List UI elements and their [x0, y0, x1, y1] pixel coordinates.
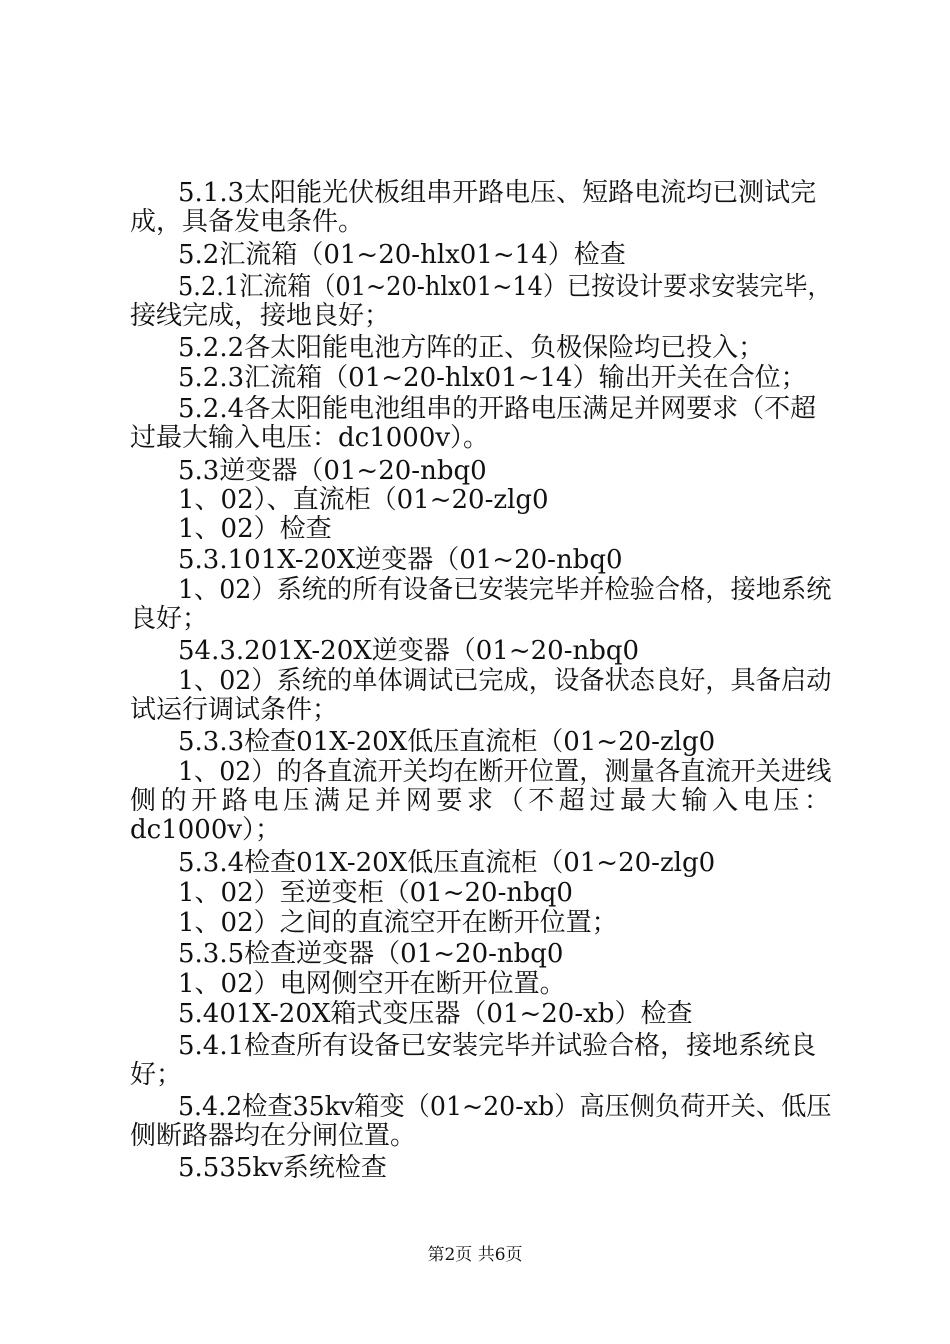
- text-line: 5.4.2检查35kv箱变（01~20-xb）高压侧负荷开关、低压: [178, 1092, 832, 1122]
- text-line: 5.1.3太阳能光伏板组串开路电压、短路电流均已测试完: [178, 178, 817, 208]
- text-line: 5.2.4各太阳能电池组串的开路电压满足并网要求（不超: [178, 394, 817, 424]
- text-line: 5.4.1检查所有设备已安装完毕并试验合格，接地系统良: [178, 1031, 817, 1061]
- text-line: dc1000v）；: [130, 815, 282, 845]
- text-line: 5.3逆变器（01~20-nbq0: [178, 456, 487, 486]
- text-line: 1、02）之间的直流空开在断开位置；: [178, 908, 618, 938]
- text-line: 5.3.101X-20X逆变器（01~20-nbq0: [178, 545, 623, 575]
- text-line: 1、02）系统的所有设备已安装完毕并检验合格，接地系统: [178, 575, 832, 605]
- text-line: 侧的开路电压满足并网要求（不超过最大输入电压：: [130, 786, 830, 816]
- text-line: 1、02）的各直流开关均在断开位置，测量各直流开关进线: [178, 757, 832, 787]
- text-line: 5.2.3汇流箱（01~20-hlx01~14）输出开关在合位；: [178, 363, 807, 393]
- text-line: 5.3.5检查逆变器（01~20-nbq0: [178, 939, 564, 969]
- text-line: 5.3.3检查01X-20X低压直流柜（01~20-zlg0: [178, 727, 716, 757]
- text-line: 5.535kv系统检查: [178, 1153, 387, 1183]
- text-line: 侧断路器均在分闸位置。: [130, 1121, 417, 1151]
- text-line: 良好；: [130, 604, 209, 634]
- text-line: 试运行调试条件；: [130, 695, 339, 725]
- text-line: 成，具备发电条件。: [130, 207, 365, 237]
- text-line: 1、02）检查: [178, 514, 332, 544]
- text-line: 5.3.4检查01X-20X低压直流柜（01~20-zlg0: [178, 848, 716, 878]
- text-line: 1、02）、直流柜（01~20-zlg0: [178, 485, 549, 515]
- page-footer: 第2页 共6页: [427, 1245, 523, 1265]
- text-line: 好；: [130, 1060, 183, 1090]
- text-line: 5.2.1汇流箱（01~20-hlx01~14）已按设计要求安装完毕，: [178, 272, 832, 302]
- text-line: 1、02）至逆变柜（01~20-nbq0: [178, 878, 573, 908]
- text-line: 1、02）系统的单体调试已完成，设备状态良好，具备启动: [178, 666, 832, 696]
- text-line: 5.401X-20X箱式变压器（01~20-xb）检查: [178, 999, 693, 1029]
- text-line: 5.2.2各太阳能电池方阵的正、负极保险均已投入；: [178, 333, 765, 363]
- text-line: 5.2汇流箱（01~20-hlx01~14）检查: [178, 240, 626, 270]
- text-line: 1、02）电网侧空开在断开位置。: [178, 969, 566, 999]
- text-line: 过最大输入电压：dc1000v）。: [130, 423, 490, 453]
- text-line: 接线完成，接地良好；: [130, 301, 391, 331]
- text-line: 54.3.201X-20X逆变器（01~20-nbq0: [178, 636, 640, 666]
